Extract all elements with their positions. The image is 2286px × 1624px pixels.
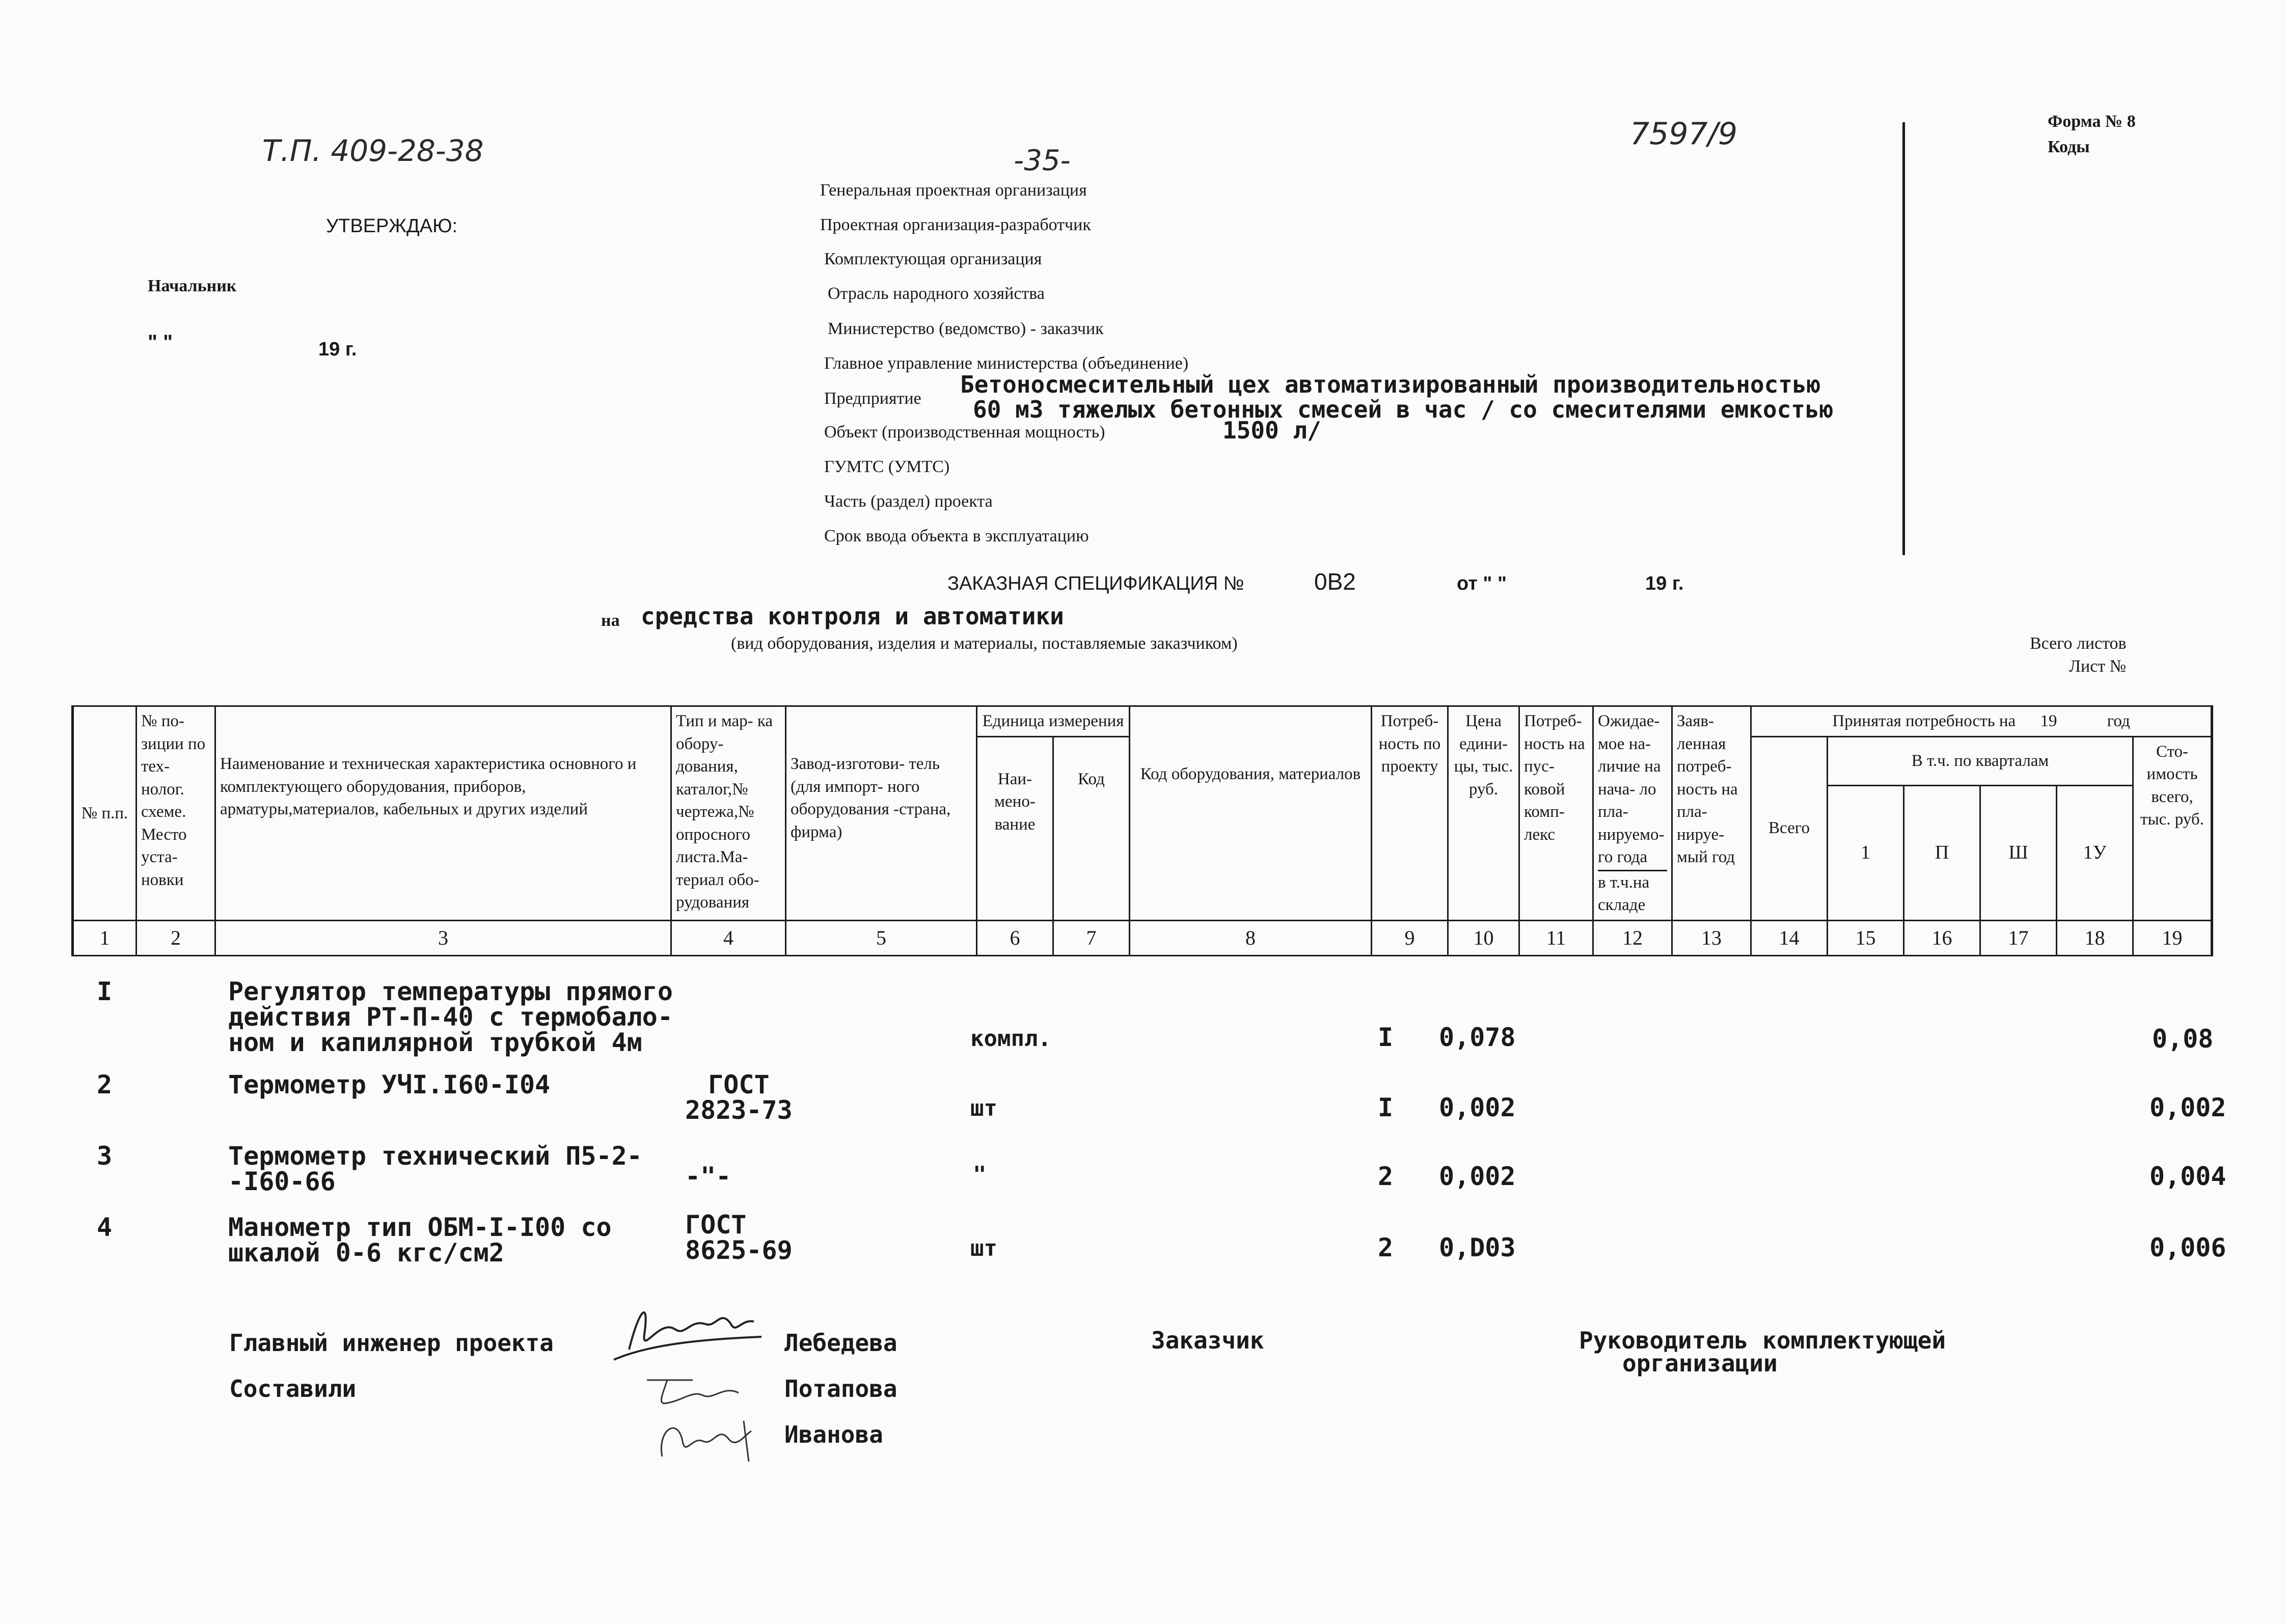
- org-general: Генеральная проектная организация: [820, 181, 1087, 200]
- col-header-declared: Заяв- ленная потреб- ность на пла- нируе- мый год: [1672, 706, 1751, 921]
- col-header-unit: Единица измерения: [977, 706, 1130, 737]
- col-header-unit-price: Цена едини- цы, тыс. руб.: [1448, 706, 1519, 921]
- row-2-name: Термометр УЧI.I60-I04: [228, 1070, 551, 1099]
- codes-label: Коды: [2048, 137, 2090, 156]
- row-2-type: ГОСТ 2823-73: [685, 1070, 793, 1125]
- col-number-10: 10: [1448, 920, 1519, 955]
- col-number-16: 16: [1904, 920, 1980, 955]
- col-header-npp: № п.п.: [73, 706, 137, 921]
- compiled-label: Составили: [229, 1375, 357, 1402]
- project-part: Часть (раздел) проекта: [824, 492, 993, 511]
- col-header-unit-name: Наи- мено- вание: [977, 736, 1053, 920]
- col-number-13: 13: [1672, 920, 1751, 955]
- enterprise-line-1: Бетоносмесительный цех автоматизированный производительностью: [960, 371, 1821, 398]
- col-number-8: 8: [1130, 920, 1372, 955]
- row-3-name: Термометр технический П5-2- -I60-66: [228, 1141, 642, 1196]
- row-4-price: 0,D03: [1439, 1233, 1516, 1262]
- spec-table-header: [71, 705, 2213, 956]
- col-number-18: 18: [2057, 920, 2133, 955]
- col-header-type: Тип и мар- ка обору- дования, каталог,№ чертежа,№ опросного листа.Ма- териал обо- рудования: [671, 706, 786, 921]
- inventory-number: 7597/9: [1630, 116, 1738, 152]
- col-number-5: 5: [786, 920, 977, 955]
- row-1-price: 0,078: [1439, 1023, 1516, 1052]
- row-1-qty: I: [1378, 1023, 1394, 1052]
- row-1-cost: 0,08: [2152, 1024, 2214, 1054]
- spec-from: от " ": [1457, 573, 1507, 594]
- spec-title: ЗАКАЗНАЯ СПЕЦИФИКАЦИЯ №: [947, 573, 1244, 594]
- object-label: Объект (производственная мощность): [824, 423, 1105, 442]
- col-header-startup-need: Потреб- ность на пус- ковой комп- лекс: [1519, 706, 1593, 921]
- org-umts: ГУМТС (УМТС): [824, 457, 950, 476]
- row-4-unit: шт: [970, 1235, 997, 1261]
- compiler-2-signature: [647, 1411, 764, 1467]
- org-developer: Проектная организация-разработчик: [820, 215, 1091, 234]
- spec-number: 0В2: [1314, 568, 1356, 595]
- row-2-price: 0,002: [1439, 1093, 1516, 1122]
- spec-year: 19 г.: [1645, 573, 1684, 594]
- col-header-expected-text: Ожидае- мое на- личие на нача- ло пла- нируемо- го года: [1598, 712, 1665, 867]
- head-label-line-1: Руководитель комплектующей: [1579, 1327, 1946, 1354]
- row-1-number: I: [97, 977, 113, 1006]
- col-header-expected: [1593, 706, 1672, 921]
- row-4-cost: 0,006: [2149, 1233, 2226, 1262]
- spec-subtitle: (вид оборудования, изделия и материалы, поставляемые заказчиком): [731, 634, 1238, 653]
- compiler-1-name: Потапова: [784, 1375, 897, 1402]
- col-number-9: 9: [1372, 920, 1448, 955]
- sheets-total: Всего листов: [2030, 634, 2127, 653]
- enterprise-label: Предприятие: [824, 389, 921, 408]
- col-header-stock: в т.ч.на складе: [1598, 870, 1667, 917]
- project-code: Т.П. 409-28-38: [262, 133, 484, 168]
- form-label: Форма № 8: [2048, 112, 2136, 131]
- row-2-qty: I: [1378, 1093, 1394, 1122]
- commissioning-date: Срок ввода объекта в эксплуатацию: [824, 527, 1089, 545]
- col-header-position: № по- зиции по тех- нолог. схеме. Место уста- новки: [137, 706, 215, 921]
- col-header-accepted-god: год: [2107, 712, 2130, 730]
- col-header-q4: 1У: [2057, 785, 2133, 920]
- col-header-accepted-year: 19: [2040, 712, 2057, 730]
- row-4-qty: 2: [1378, 1233, 1394, 1262]
- approval-year: 19 г.: [318, 339, 357, 360]
- row-4-name: Манометр тип ОБМ-I-I00 со шкалой 0-6 кгс/см2: [228, 1213, 612, 1268]
- col-header-need-project: Потреб- ность по проекту: [1372, 706, 1448, 921]
- object-value: 1500 л/: [1222, 417, 1321, 444]
- row-3-unit: ": [973, 1162, 987, 1188]
- col-header-manufacturer: Завод-изготови- тель (для импорт- ного оборудования -страна, фирма): [786, 706, 977, 921]
- col-header-equipment-code: Код оборудования, материалов: [1130, 706, 1372, 921]
- chief-label: Начальник: [148, 277, 237, 295]
- col-number-3: 3: [215, 920, 671, 955]
- row-2-cost: 0,002: [2149, 1093, 2226, 1122]
- col-header-name: Наименование и техническая характеристика основного и комплектующего оборудования, приборов, арматуры,материалов, кабельных и других изделий: [215, 706, 671, 921]
- row-4-type: ГОСТ 8625-69: [685, 1210, 793, 1265]
- col-number-12: 12: [1593, 920, 1672, 955]
- col-header-accepted: [1751, 706, 2212, 737]
- sheet-number: Лист №: [2069, 657, 2127, 676]
- col-number-19: 19: [2133, 920, 2212, 955]
- col-number-7: 7: [1053, 920, 1130, 955]
- row-2-number: 2: [97, 1070, 113, 1099]
- col-number-15: 15: [1828, 920, 1904, 955]
- org-industry: Отрасль народного хозяйства: [828, 284, 1045, 303]
- col-header-quarters: В т.ч. по кварталам: [1828, 736, 2133, 785]
- page-number: -35-: [1014, 144, 1071, 177]
- row-3-cost: 0,004: [2149, 1162, 2226, 1191]
- enterprise-line-2: 60 м3 тяжелых бетонных смесей в час / со смесителями емкостью: [973, 396, 1834, 423]
- col-header-q2: П: [1904, 785, 1980, 920]
- compiler-2-name: Иванова: [784, 1421, 883, 1448]
- col-number-2: 2: [137, 920, 215, 955]
- col-number-14: 14: [1751, 920, 1828, 955]
- col-header-q1: 1: [1828, 785, 1904, 920]
- row-3-qty: 2: [1378, 1162, 1394, 1191]
- col-header-accepted-label: Принятая потребность на: [1832, 712, 2016, 730]
- col-number-6: 6: [977, 920, 1053, 955]
- header-divider: [1902, 122, 1905, 555]
- col-header-unit-code: Код: [1053, 736, 1130, 920]
- row-3-price: 0,002: [1439, 1162, 1516, 1191]
- row-4-number: 4: [97, 1213, 113, 1242]
- col-number-11: 11: [1519, 920, 1593, 955]
- col-header-total: Всего: [1751, 736, 1828, 920]
- spec-subject: средства контроля и автоматики: [641, 602, 1064, 630]
- chief-engineer-label: Главный инженер проекта: [229, 1329, 554, 1357]
- approval-date: " ": [148, 331, 173, 353]
- spec-prefix: на: [601, 611, 620, 630]
- row-3-type: -"-: [685, 1162, 731, 1191]
- row-3-number: 3: [97, 1141, 113, 1171]
- col-number-1: 1: [73, 920, 137, 955]
- customer-label: Заказчик: [1151, 1327, 1264, 1354]
- chief-engineer-name: Лебедева: [784, 1329, 897, 1357]
- row-1-name: Регулятор температуры прямого действия РТ-П-40 с термобало- ном и капилярной трубкой 4м: [228, 977, 673, 1057]
- col-number-17: 17: [1980, 920, 2057, 955]
- org-main-dept: Главное управление министерства (объединение): [824, 354, 1189, 373]
- compiler-1-signature: [637, 1365, 759, 1416]
- approve-label: УТВЕРЖДАЮ:: [326, 215, 458, 237]
- chief-engineer-signature: [609, 1288, 772, 1370]
- row-2-unit: шт: [970, 1095, 997, 1121]
- col-number-4: 4: [671, 920, 786, 955]
- org-ministry: Министерство (ведомство) - заказчик: [828, 319, 1104, 338]
- col-header-q3: Ш: [1980, 785, 2057, 920]
- head-label-line-2: организации: [1622, 1350, 1778, 1377]
- org-completing: Комплектующая организация: [824, 250, 1042, 268]
- col-header-cost: Сто- имость всего, тыс. руб.: [2133, 736, 2212, 920]
- row-1-unit: компл.: [970, 1026, 1051, 1052]
